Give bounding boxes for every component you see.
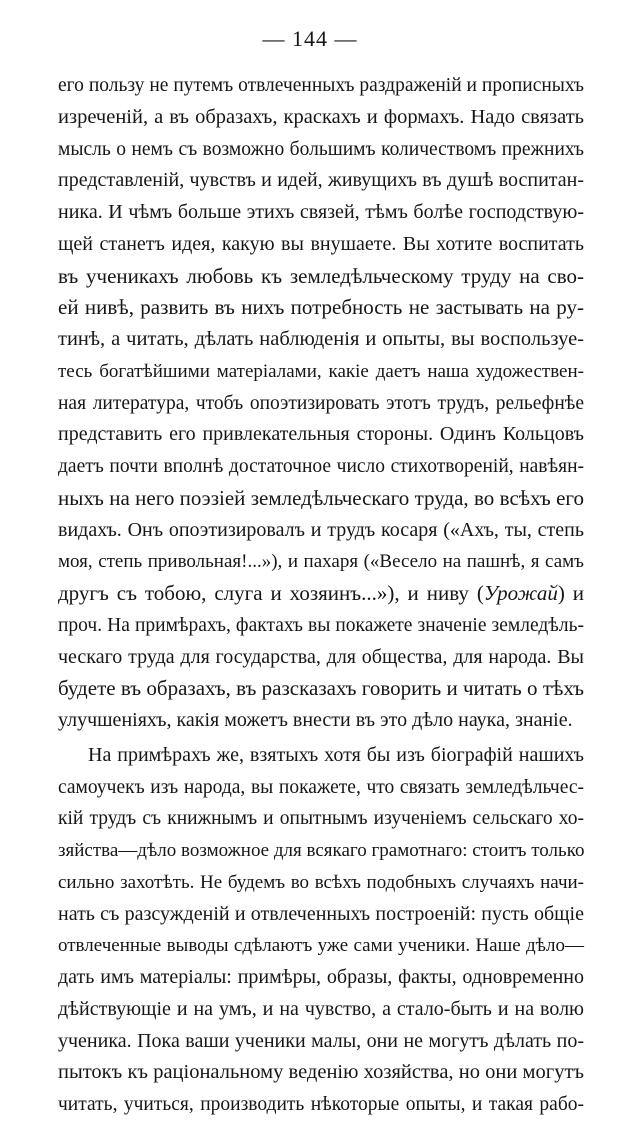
text-line: моя, степь привольная!...»), и пахаря («Весело на пашнѣ, я самъ bbox=[58, 551, 584, 573]
text-line: самоучекъ изъ народа, вы покажете, что связать земледѣльчес- bbox=[58, 776, 584, 798]
text-line: улучшеніяхъ, какія можетъ внести въ это дѣло наука, знаніе. bbox=[58, 709, 573, 731]
text-line: проч. На примѣрахъ, фактахъ вы покажете значеніе земледѣль- bbox=[58, 614, 584, 636]
text-line: дѣйствующіе и на умъ, и на чувство, а стало-быть и на волю bbox=[58, 997, 584, 1020]
text-line: другъ съ тобою, слуга и хозяинъ...»), и ниву (Урожай) и bbox=[58, 581, 584, 605]
text-line: На примѣрахъ же, взятыхъ хотя бы изъ біографій нашихъ bbox=[88, 743, 584, 766]
text-line: зяйства—дѣло возможное для всякаго грамотнаго: стоитъ только bbox=[58, 840, 585, 861]
text-line: нать съ разсужденій и отвлеченныхъ построеній: пусть общіе bbox=[58, 902, 584, 925]
text-line: даетъ почти вполнѣ достаточное число стихотвореній, навѣян- bbox=[58, 456, 584, 477]
page-number: — 144 — bbox=[262, 26, 358, 51]
text-line: кій трудъ съ книжнымъ и опытнымъ изученіемъ сельскаго хо- bbox=[58, 808, 584, 830]
text-line: изреченій, а въ образахъ, краскахъ и формахъ. Надо связать bbox=[58, 105, 584, 128]
text-line: ученика. Пока ваши ученики малы, они не могутъ дѣлать по- bbox=[58, 1029, 584, 1052]
text-line: видахъ. Онъ опоэтизировалъ и трудъ косаря («Ахъ, ты, степь bbox=[58, 518, 584, 541]
text-line: тесь богатѣйшими матеріалами, какіе даетъ наша художествен- bbox=[58, 360, 584, 382]
text-line: ческаго труда для государства, для общества, для народа. Вы bbox=[58, 645, 584, 668]
text-line: ная литература, чтобъ опоэтизировать этотъ трудъ, рельефнѣе bbox=[58, 392, 584, 414]
text-line: ей нивѣ, развить въ нихъ потребность не застывать на ру- bbox=[58, 295, 584, 320]
text-line: тинѣ, а читать, дѣлать наблюденія и опыты, вы воспользуе- bbox=[58, 328, 584, 350]
text-line: пытокъ къ раціональному веденію хозяйства, но они могутъ bbox=[58, 1061, 584, 1084]
page-body bbox=[58, 70, 584, 1121]
text-line: читать, учиться, производить нѣкоторые опыты, и такая рабо- bbox=[58, 1094, 584, 1115]
text-line: его пользу не путемъ отвлеченныхъ раздраженій и прописныхъ bbox=[58, 75, 584, 96]
text-line: сильно захотѣть. Не будемъ во всѣхъ подобныхъ случаяхъ начи- bbox=[58, 871, 584, 893]
text-line: будете въ образахъ, въ разсказахъ говорить и читать о тѣхъ bbox=[58, 676, 584, 701]
text-line: дать имъ матеріалы: примѣры, образы, факты, одновременно bbox=[58, 966, 584, 988]
text-line: представленій, чувствъ и идей, живущихъ въ душѣ воспитан- bbox=[58, 169, 584, 192]
text-line: отвлеченные выводы сдѣлаютъ уже сами ученики. Наше дѣло— bbox=[58, 935, 584, 957]
text-line: ника. И чѣмъ больше этихъ связей, тѣмъ болѣе господствую- bbox=[58, 201, 584, 223]
text-line: щей станетъ идея, какую вы внушаете. Вы хотите воспитать bbox=[58, 232, 584, 255]
paragraph-2 bbox=[58, 740, 584, 1121]
text-line: представить его привлекательныя стороны. Одинъ Кольцовъ bbox=[58, 423, 584, 446]
italic-title: Урожай bbox=[483, 581, 558, 605]
text-line: ныхъ на него поэзіей земледѣльческаго труда, во всѣхъ его bbox=[58, 485, 584, 510]
paragraph-1 bbox=[58, 70, 584, 737]
text-line: мысль о немъ съ возможно большимъ количествомъ прежнихъ bbox=[58, 138, 584, 160]
text-line: въ ученикахъ любовь къ земледѣльческому труду на сво- bbox=[58, 263, 584, 288]
